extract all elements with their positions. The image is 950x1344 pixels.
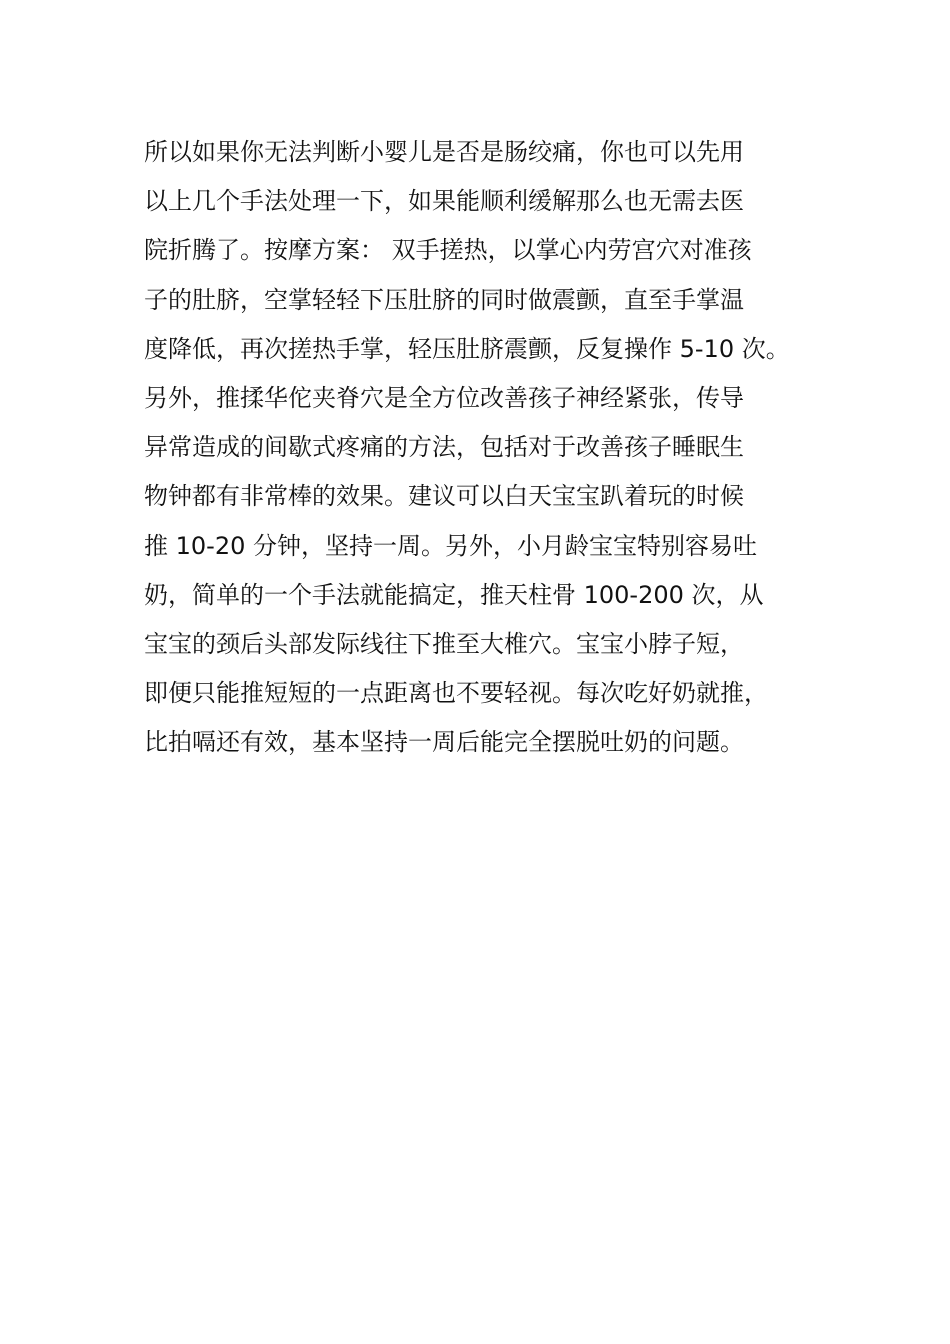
text-line: 院折腾了。按摩方案： 双手搓热，以掌心内劳宫穴对准孩 — [144, 236, 752, 265]
text-line: 异常造成的间歇式疼痛的方法，包括对于改善孩子睡眠生 — [144, 433, 744, 462]
text-line: 比拍嗝还有效，基本坚持一周后能完全摆脱吐奶的问题。 — [144, 728, 744, 757]
text-line: 推 10-20 分钟，坚持一周。另外，小月龄宝宝特别容易吐 — [144, 531, 757, 560]
text-line: 以上几个手法处理一下，如果能顺利缓解那么也无需去医 — [144, 187, 744, 216]
text-line: 度降低，再次搓热手掌，轻压肚脐震颤，反复操作 5-10 次。 — [144, 334, 790, 363]
text-line: 物钟都有非常棒的效果。建议可以白天宝宝趴着玩的时候 — [144, 482, 744, 511]
text-line: 即便只能推短短的一点距离也不要轻视。每次吃好奶就推， — [144, 679, 768, 708]
text-line: 所以如果你无法判断小婴儿是否是肠绞痛，你也可以先用 — [144, 138, 744, 166]
body-paragraph — [144, 128, 844, 767]
text-line: 子的肚脐，空掌轻轻下压肚脐的同时做震颤，直至手掌温 — [144, 285, 744, 314]
text-line: 宝宝的颈后头部发际线往下推至大椎穴。宝宝小脖子短， — [144, 629, 744, 658]
text-line: 奶，简单的一个手法就能搞定，推天柱骨 100-200 次，从 — [144, 580, 764, 609]
text-line: 另外，推揉华佗夹脊穴是全方位改善孩子神经紧张，传导 — [144, 383, 744, 412]
